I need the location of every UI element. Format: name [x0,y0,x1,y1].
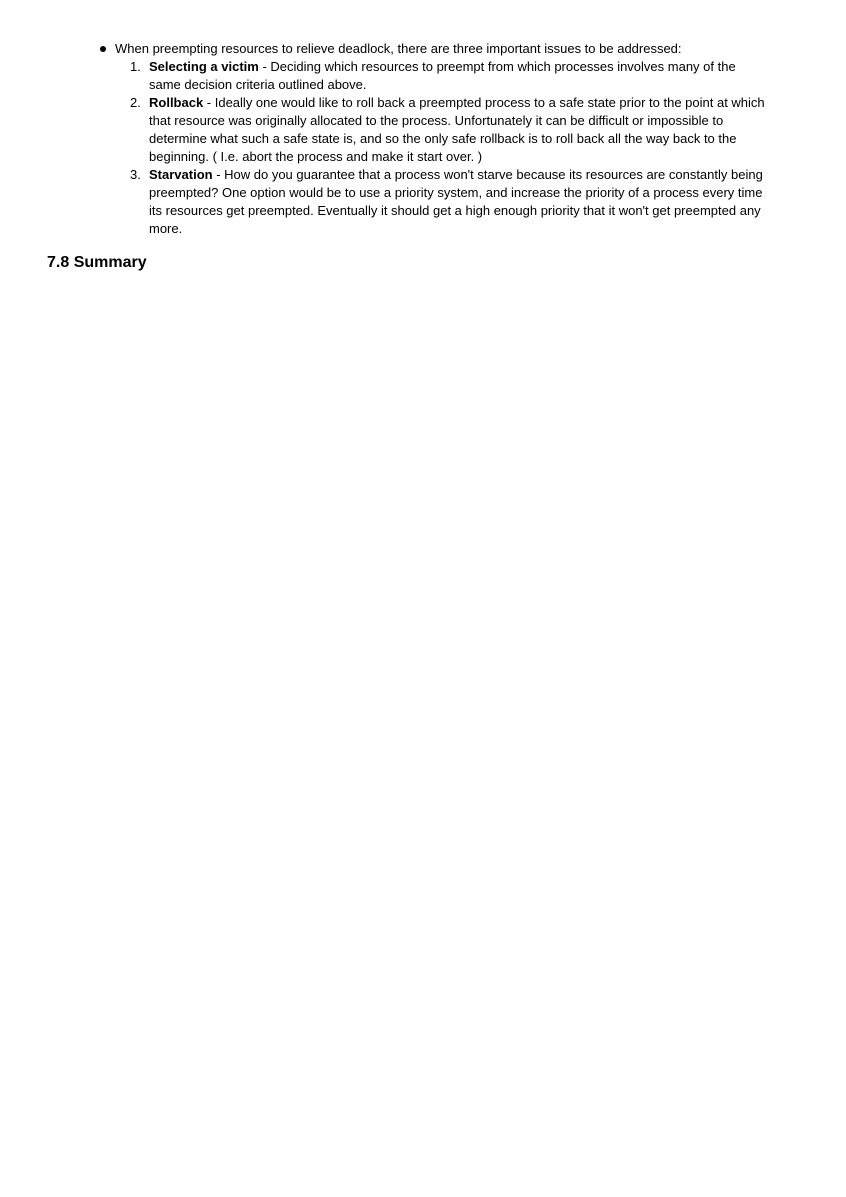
bullet-dot-icon [100,46,106,52]
issue-term: Selecting a victim [149,59,259,74]
issue-number: 1. [130,59,141,74]
issue-description: - Ideally one would like to roll back a preempted process to a safe state prior to the point at which that resource was originally allocated to the process. Unfortunately it can be difficult or impossible to determine what such a safe state is, and so the only safe rollback is to roll back all the way back to the beginning. ( I.e. abort the process and make it start over. ) [149,95,765,164]
issue-item-starvation [115,166,768,238]
issue-number: 3. [130,167,141,182]
intro-text: When preempting resources to relieve deadlock, there are three important issues to be addressed: [115,41,682,56]
section-heading: 7.8 Summary [47,254,147,271]
issue-description: - Deciding which resources to preempt from which processes involves many of the same decision criteria outlined above. [149,59,736,92]
issue-term: Starvation [149,167,213,182]
issues-list [115,58,768,238]
issue-description: - How do you guarantee that a process won't starve because its resources are constantly being preempted? One option would be to use a priority system, and increase the priority of a process every time its resources get preempted. Eventually it should get a high enough priority that it won't get preempted any more. [149,167,763,236]
issue-number: 2. [130,95,141,110]
issue-item-rollback [115,94,768,166]
bullet-list [98,40,768,238]
issue-term: Rollback [149,95,204,110]
bullet-item-preemption-issues [98,40,768,238]
issue-item-selecting-a-victim [115,58,768,94]
